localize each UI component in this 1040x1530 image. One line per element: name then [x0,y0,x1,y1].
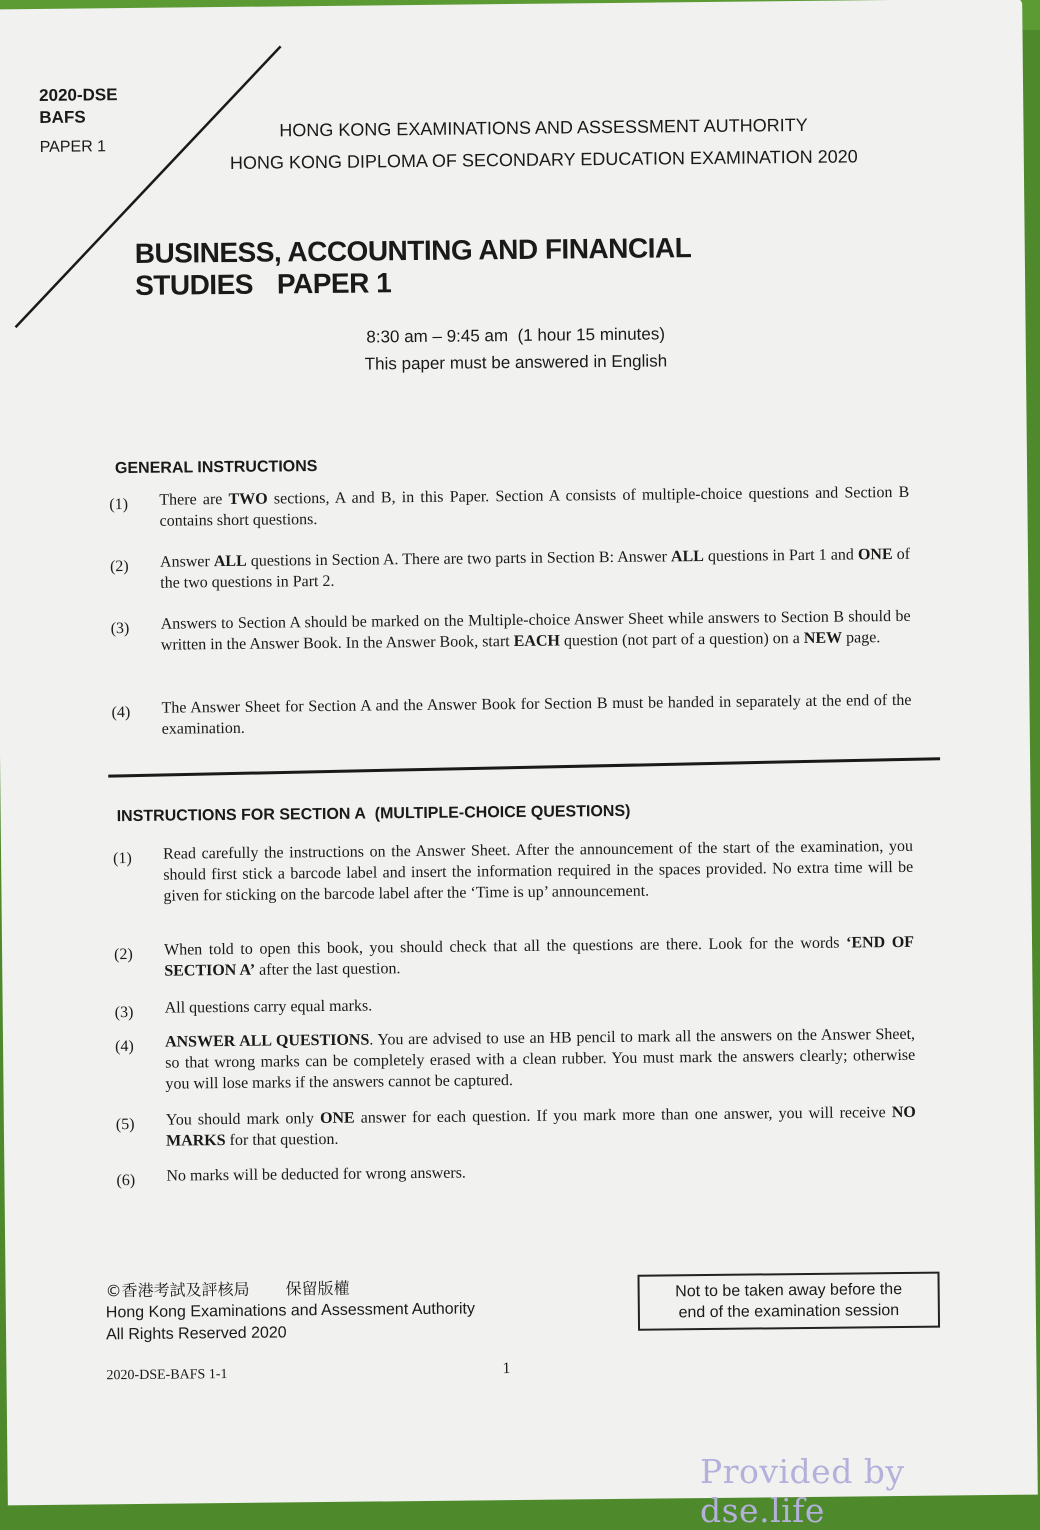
copyright-rights: All Rights Reserved 2020 [105,1324,287,1344]
paper-code-subject: BAFS [39,107,86,127]
general-instructions-heading: GENERAL INSTRUCTIONS [114,458,318,478]
page-number: 1 [502,1360,511,1378]
rights-cjk: 保留版權 [285,1278,350,1299]
section-divider [108,757,940,777]
subject-name: BUSINESS, ACCOUNTING AND FINANCIAL STUDIES [134,232,691,301]
not-to-be-taken-away-box: Not to be taken away before the end of the examination session [637,1272,940,1331]
section-a-instruction-1: (1) Read carefully the instructions on the Answer Sheet. After the announcement of the start of the examination, you should first stick a barcode label and insert the information required in the spaces provided. No extra time will be given for sticking on the barcode label after the ‘Time is up’ announcement. [113,837,914,905]
general-instruction-3: (3) Answers to Section A should be marked on the Multiple-choice Answer Sheet while answers to Section B should be written in the Answer Book. In the Answer Book, start EACH question (not part of a question) on a NEW page. [110,607,911,654]
header-authority-block [193,108,894,179]
copyright-block [106,1276,476,1346]
copyright-authority: Hong Kong Examinations and Assessment Authority [105,1300,476,1322]
section-a-instruction-6: (6) No marks will be deducted for wrong answers. [116,1164,466,1190]
section-a-heading: INSTRUCTIONS FOR SECTION A (MULTIPLE-CHOICE QUESTIONS) [116,802,631,826]
section-a-instruction-2: (2) When told to open this book, you should check that all the questions are there. Look for the words ‘END OF SECTION A’ after the last question. [114,933,915,980]
language-note: This paper must be answered in English [364,351,668,374]
exam-duration: (1 hour 15 minutes) [517,324,666,345]
subject-title [135,230,916,302]
section-a-instruction-4: (4) ANSWER ALL QUESTIONS. You are advised to use an HB pencil to mark all the answers on the Answer Sheet, so that wrong marks can be completely erased with a clean rubber. You must mark the answers clearly; otherwise you will lose marks if the answers cannot be captured. [114,1025,916,1093]
paper-code-footer: 2020-DSE-BAFS 1-1 [106,1367,228,1384]
exam-name: HONG KONG DIPLOMA OF SECONDARY EDUCATION EXAMINATION 2020 [229,146,858,173]
exam-time: 8:30 am – 9:45 am [366,326,509,347]
general-instruction-1: (1) There are TWO sections, A and B, in this Paper. Section A consists of multiple-choice questions and Section B contains short questions. [109,483,910,530]
watermark: Provided by dse.life [700,1452,905,1530]
section-a-instruction-3: (3) All questions carry equal marks. [114,997,373,1022]
paper-code-number: PAPER 1 [39,138,107,156]
copyright-cjk: ©香港考試及評核局 [105,1279,250,1301]
general-instruction-2: (2) Answer ALL questions in Section A. There are two parts in Section B: Answer ALL questions in Part 1 and ONE of the two questions in Part 2. [109,545,911,592]
authority-name: HONG KONG EXAMINATIONS AND ASSESSMENT AUTHORITY [279,114,808,141]
general-instruction-4: (4) The Answer Sheet for Section A and the Answer Book for Section B must be handed in separately at the end of the examination. [111,691,912,738]
paper-number: PAPER 1 [276,267,392,300]
paper-code-year: 2020-DSE [38,85,118,105]
timing-block [296,320,737,379]
section-a-instruction-5: (5) You should mark only ONE answer for each question. If you mark more than one answer, you will receive NO MARKS for that question. [115,1103,916,1150]
